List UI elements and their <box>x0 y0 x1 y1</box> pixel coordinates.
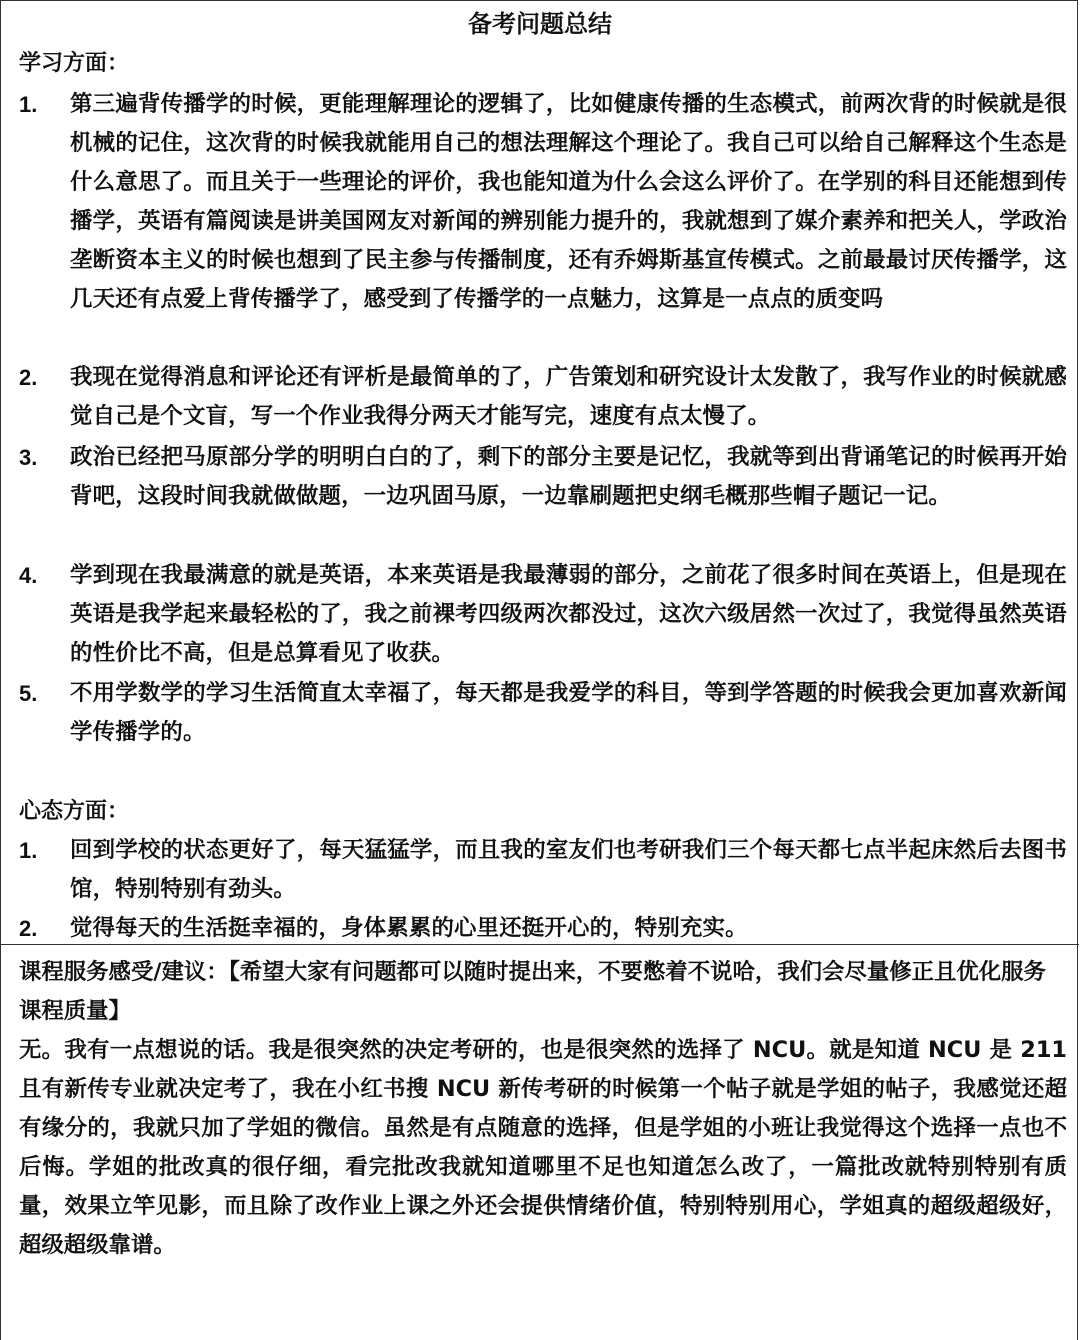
study-section-heading: 学习方面： <box>19 51 130 76</box>
mindset-item-1 <box>19 831 1067 909</box>
item-text: 不用学数学的学习生活简直太幸福了，每天都是我爱学的科目，等到学答题的时候我会更加喜欢新闻学传播学的。 <box>70 680 1067 745</box>
mindset-item-2 <box>19 909 1067 948</box>
item-number: 2. <box>19 365 38 390</box>
study-item-1 <box>19 85 1067 319</box>
item-number: 1. <box>19 838 38 863</box>
study-item-3 <box>19 438 1067 516</box>
study-item-5 <box>19 674 1067 752</box>
item-number: 4. <box>19 563 38 588</box>
item-text: 第三遍背传播学的时候，更能理解理论的逻辑了，比如健康传播的生态模式，前两次背的时候就是很机械的记住，这次背的时候我就能用自己的想法理解这个理论了。我自己可以给自己解释这个生态是什么意思了。而且关于一些理论的评价，我也能知道为什么会这么评价了。在学别的科目还能想到传播学，英语有篇阅读是讲美国网友对新闻的辨别能力提升的，我就想到了媒介素养和把关人，学政治垄断资本主义的时候也想到了民主参与传播制度，还有乔姆斯基宣传模式。之前最最讨厌传播学，这几天还有点爱上背传播学了，感受到了传播学的一点魅力，这算是一点点的质变吗 <box>70 91 1067 312</box>
item-number: 5. <box>19 681 38 706</box>
study-item-4 <box>19 556 1067 673</box>
document-title: 备考问题总结 <box>468 10 612 38</box>
item-number: 3. <box>19 445 38 470</box>
item-text: 政治已经把马原部分学的明明白白的了，剩下的部分主要是记忆，我就等到出背诵笔记的时候再开始背吧，这段时间我就做做题，一边巩固马原，一边靠刷题把史纲毛概那些帽子题记一记。 <box>70 444 1067 509</box>
item-number: 2. <box>19 916 38 941</box>
item-text: 学到现在我最满意的就是英语，本来英语是我最薄弱的部分，之前花了很多时间在英语上，但是现在英语是我学起来最轻松的了，我之前裸考四级两次都没过，这次六级居然一次过了，我觉得虽然英语的性价比不高，但是总算看见了收获。 <box>70 562 1067 666</box>
item-number: 1. <box>19 92 38 117</box>
section-divider <box>1 944 1079 945</box>
feedback-body: 无。我有一点想说的话。我是很突然的决定考研的，也是很突然的选择了 NCU。就是知道 NCU 是 211 且有新传专业就决定考了，我在小红书搜 NCU 新传考研的时候第一个帖子就是学姐的帖子，我感觉还超有缘分的，我就只加了学姐的微信。虽然是有点随意的选择，但是学姐的小班让我觉得这个选择一点也不后悔。学姐的批改真的很仔细，看完批改我就知道哪里不足也知道怎么改了，一篇批改就特别特别有质量，效果立竿见影，而且除了改作业上课之外还会提供情绪价值，特别特别用心，学姐真的超级超级好，超级超级靠谱。 <box>19 1037 1067 1258</box>
item-text: 我现在觉得消息和评论还有评析是最简单的了，广告策划和研究设计太发散了，我写作业的时候就感觉自己是个文盲，写一个作业我得分两天才能写完，速度有点太慢了。 <box>70 364 1067 429</box>
mindset-section-heading: 心态方面： <box>19 799 130 824</box>
study-item-2 <box>19 358 1067 436</box>
feedback-title: 课程服务感受/建议：【希望大家有问题都可以随时提出来，不要憋着不说哈，我们会尽量修正且优化服务课程质量】 <box>19 959 1046 1024</box>
item-text: 觉得每天的生活挺幸福的，身体累累的心里还挺开心的，特别充实。 <box>70 915 748 941</box>
item-text: 回到学校的状态更好了，每天猛猛学，而且我的室友们也考研我们三个每天都七点半起床然后去图书馆，特别特别有劲头。 <box>70 837 1067 902</box>
